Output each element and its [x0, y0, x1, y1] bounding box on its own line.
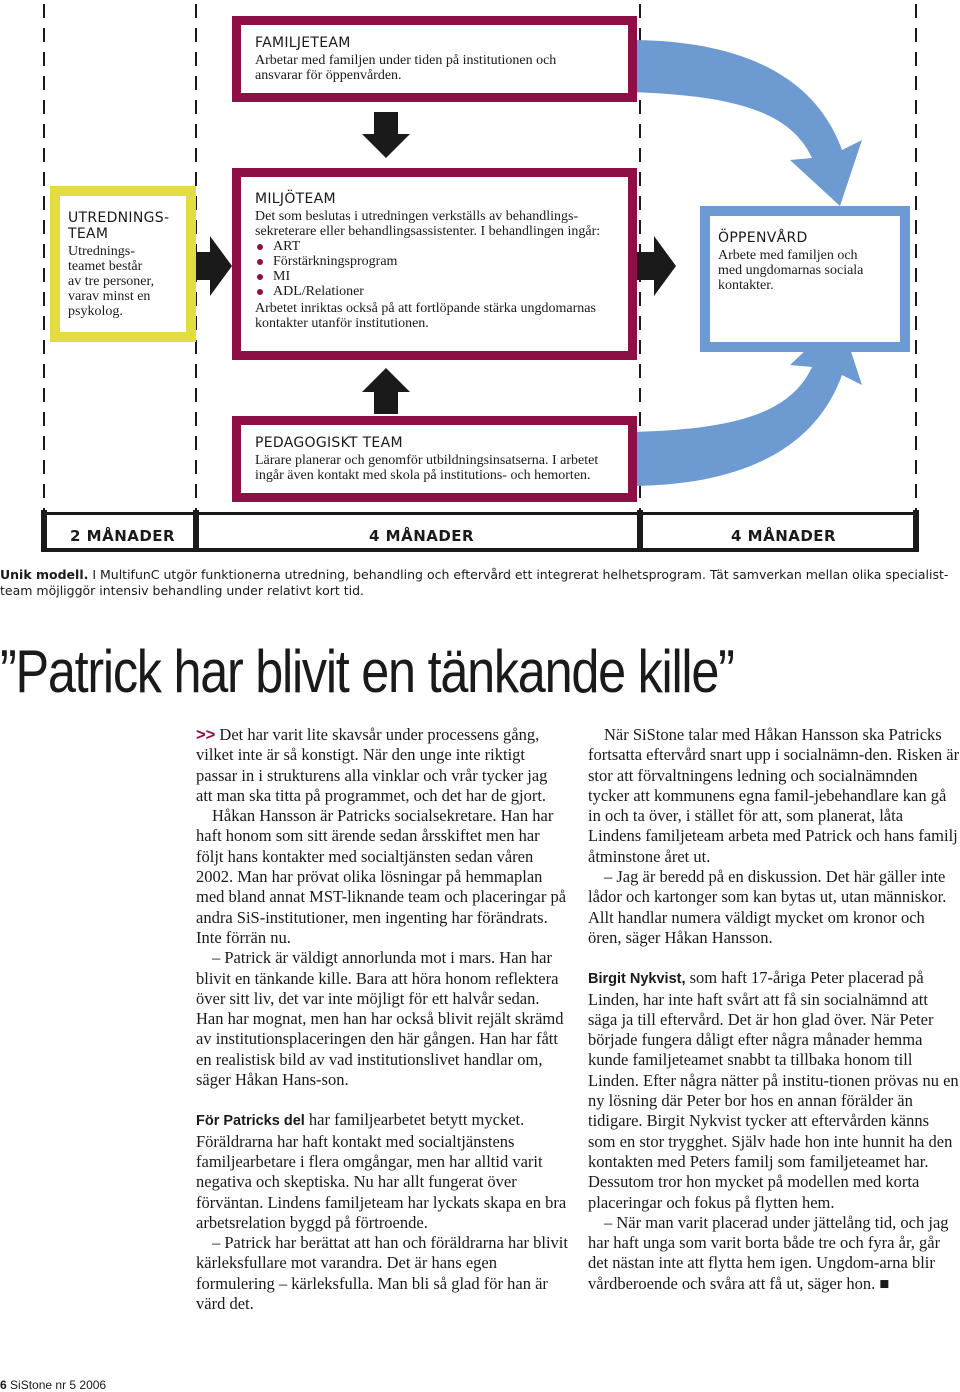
pedagogiskt-title: PEDAGOGISKT TEAM [255, 435, 403, 451]
timeline-label-1: 2 MÅNADER [70, 527, 176, 545]
paragraph: – Patrick har berättat att han och föräldrarna har blivit kärleksfullare mot varandra. Det är hans egen formulering – kärleksfulla. Man bli så glad för han är värd det. [196, 1233, 568, 1314]
pedagogiskt-text: Lärare planerar och genomför utbildningsinsatserna. I arbetet ingår även kontakt med skola på institutions- och hemorten. [255, 453, 599, 483]
miljoteam-text: Det som beslutas i utredningen verkställs av behandlings- sekreterare eller behandlingsassistenter. I behandlingen ingår: [255, 209, 601, 239]
timeline-label-3: 4 MÅNADER [731, 527, 837, 545]
paragraph: som haft 17-åriga Peter placerad på Linden, har inte haft svårt att få sin socialnämnd att säga ja till eftervård. Det är hon glad över. När Peter började fungera dåligt efter några månader hemma kunde familjeteamet snabbt ta tillbaka honom till Linden. Efter några nätter på institu-tionen prövas nu en ny lösning där Peter bor hos en annan förälder än tidigare. Birgit Nykvist tycker att eftervården känns som en stor trygghet. Själv hade hon inte hunnit ha den kontakten med Peters familj som familjeteamet har. Dessutom tror hon mycket på modellen med korta placeringar och fokus på flytten hem. [588, 968, 959, 1212]
miljoteam-box [232, 168, 637, 360]
timeline-top-rule [44, 512, 916, 515]
paragraph: Det har varit lite skavsår under processens gång, vilket inte är så konstigt. När den unge inte riktigt passar in i strukturens alla vinklar och vrår tycker jag att man ska titta på programmet, och det har de gjort. [196, 725, 548, 805]
utredningsteam-box [50, 186, 196, 342]
familjeteam-text: Arbetar med familjen under tiden på institutionen och ansvarar för öppenvården. [255, 53, 557, 83]
paragraph: När SiStone talar med Håkan Hansson ska Patricks fortsatta eftervård snart upp i socialnämn-den. Risken är stor att förvaltningens ledning och socialnämnden tycker att kommunens egna famil-jebehandlare kan gå in och ta över, i stället för att, som planerat, låta Lindens familjeteam arbeta med Patrick och hans familj åtminstone året ut. [588, 725, 960, 866]
caption-text: I MultifunC utgör funktionerna utredning, behandling och eftervård ett integrerat helhetsprogram. Tät samverkan mellan olika specialist- team möjliggör intensiv behandling under relativt kort tid. [0, 567, 949, 598]
oppenvard-box [700, 206, 910, 352]
publication-name: SiStone nr 5 2006 [10, 1378, 107, 1392]
miljoteam-title: MILJÖTEAM [255, 191, 336, 207]
paragraph-lead: Birgit Nykvist, [588, 971, 686, 988]
caption-lead: Unik modell. [0, 567, 89, 582]
miljoteam-text2: Arbetet inriktas också på att fortlöpande stärka ungdomarnas kontakter utanför institutionen. [255, 301, 596, 331]
blue-arrow-top [628, 40, 862, 206]
headline: ”Patrick har blivit en tänkande kille” [0, 638, 734, 705]
page-footer [0, 1378, 106, 1392]
familjeteam-title: FAMILJETEAM [255, 35, 351, 51]
timeline-bottom-rule [44, 548, 916, 552]
paragraph: – När man varit placerad under jättelång tid, och jag har haft unga som varit borta både tre och fyra år, går det nästan inte att flytta hem igen. Ungdom-arna blir vårdberoende och svåra att få ut, säger hon. [588, 1212, 949, 1293]
end-mark: ■ [879, 1273, 890, 1293]
arrow-up [362, 368, 410, 414]
familjeteam-box [232, 16, 637, 102]
timeline-label-2: 4 MÅNADER [369, 527, 475, 545]
utredningsteam-title: UTREDNINGS- TEAM [68, 210, 170, 242]
arrow-down [362, 112, 410, 158]
oppenvard-text: Arbete med familjen och med ungdomarnas sociala kontakter. [718, 248, 864, 293]
utredningsteam-text: Utrednings- teamet består av tre personer, varav minst en psykolog. [68, 244, 155, 319]
page-number: 6 [0, 1378, 7, 1392]
list-item: MI [255, 269, 614, 284]
article-column-1 [196, 725, 568, 1314]
paragraph: – Patrick är väldigt annorlunda mot i mars. Han har blivit en tänkande kille. Bara att höra honom reflektera över sitt liv, det var inte möjligt för ett halvår sedan. Han har mognat, men han har också blivit rejält skrämd av institutionsplaceringen den här gången. Han har fått en realistisk bild av vad institutionslivet handlar om, säger Håkan Hans-son. [196, 948, 564, 1090]
miljoteam-list [255, 239, 614, 299]
list-item: ADL/Relationer [255, 284, 614, 299]
paragraph-lead: För Patricks del [196, 1113, 305, 1130]
paragraph: har familjearbetet betytt mycket. Föräldrarna har haft kontakt med socialtjänstens familjearbetare i flera omgångar, men har alltid varit negativa och skeptiska. Nu har allt fungerat över förväntan. Lindens familjeteam har lyckats skapa en bra arbetsrelation byggd på förtroende. [196, 1110, 567, 1232]
oppenvard-title: ÖPPENVÅRD [718, 230, 808, 246]
list-item: Förstärkningsprogram [255, 254, 614, 269]
pedagogiskt-team-box [232, 416, 637, 502]
paragraph: Håkan Hansson är Patricks socialsekretare. Han har haft honom som sitt ärende sedan årsskiftet men har följt hans kontakter med socialtjänsten sedan våren 2002. Man har prövat olika lösningar på hemmaplan med bland annat MST-liknande team och placeringar på andra SiS-institutioner, men ingenting har förändrats. Inte förrän nu. [196, 806, 567, 947]
figure-caption [0, 567, 960, 599]
continuation-marker: >> [196, 726, 216, 744]
paragraph: – Jag är beredd på en diskussion. Det här gäller inte lådor och kartonger som kan bytas ut, utan människor. Allt handlar numera väldigt mycket om kronor och ören, säger Håkan Hansson. [588, 867, 947, 947]
process-diagram [0, 0, 960, 560]
list-item: ART [255, 239, 614, 254]
article-column-2 [588, 725, 960, 1294]
